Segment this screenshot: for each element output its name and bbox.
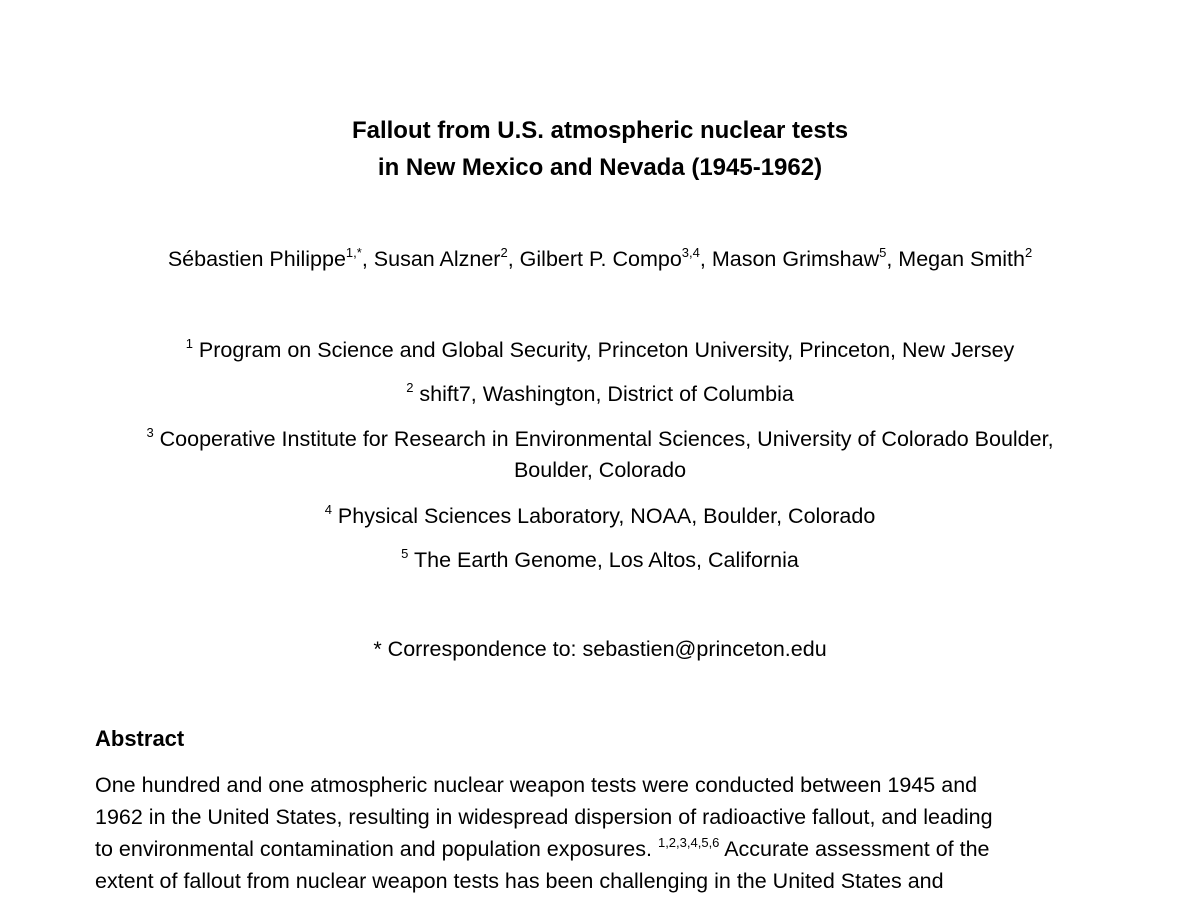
affiliation-5 — [90, 545, 1110, 576]
author — [898, 247, 1032, 271]
affiliation-number: 5 — [401, 546, 409, 561]
title-line-1: Fallout from U.S. atmospheric nuclear tests — [351, 117, 849, 144]
affiliation-text: shift7, Washington, District of Columbia — [419, 382, 794, 406]
abstract-text: Accurate assessment of the — [724, 837, 990, 861]
paper-title — [0, 112, 1200, 186]
abstract-line: 1962 in the United States, resulting in widespread dispersion of radioactive fallout, and leading — [95, 805, 993, 829]
affiliation-number: 1 — [185, 336, 193, 351]
affiliation-3 — [90, 424, 1110, 486]
abstract-line: One hundred and one atmospheric nuclear weapon tests were conducted between 1945 and — [95, 773, 978, 797]
author-separator: , — [699, 247, 712, 271]
citation-marks: 1,2,3,4,5,6 — [657, 835, 720, 850]
affiliation-1 — [90, 335, 1110, 366]
affiliation-2 — [90, 379, 1110, 410]
abstract-body — [95, 769, 1110, 897]
abstract-heading: Abstract — [95, 726, 185, 751]
author-separator: , — [361, 247, 374, 271]
affiliation-4 — [90, 501, 1110, 532]
affiliation-number: 2 — [406, 380, 414, 395]
author-name: Gilbert P. Compo — [519, 247, 682, 271]
author-affiliation-mark: 1,* — [345, 245, 362, 260]
title-line-2: in New Mexico and Nevada (1945-1962) — [377, 154, 823, 181]
author-separator: , — [507, 247, 520, 271]
affiliation-number: 3 — [146, 425, 154, 440]
author — [168, 247, 362, 271]
affiliation-text: Cooperative Institute for Research in Environmental Sciences, University of Colorado Boulder, — [159, 427, 1054, 451]
author-name: Susan Alzner — [373, 247, 501, 271]
affiliation-text: Program on Science and Global Security, Princeton University, Princeton, New Jersey — [198, 338, 1015, 362]
author-name: Mason Grimshaw — [711, 247, 880, 271]
author-affiliation-mark: 2 — [500, 245, 508, 260]
affiliation-text-continued: Boulder, Colorado — [513, 458, 687, 482]
author-name: Megan Smith — [898, 247, 1025, 271]
author — [520, 247, 700, 271]
affiliation-text: The Earth Genome, Los Altos, California — [414, 548, 799, 572]
correspondence: * Correspondence to: sebastien@princeton.edu — [373, 637, 827, 661]
author-separator: , — [886, 247, 899, 271]
abstract-line: extent of fallout from nuclear weapon tests has been challenging in the United States and — [95, 869, 944, 893]
abstract-line — [95, 833, 1110, 865]
author-affiliation-mark: 5 — [879, 245, 887, 260]
affiliation-text: Physical Sciences Laboratory, NOAA, Boulder, Colorado — [337, 504, 876, 528]
affiliation-number: 4 — [324, 502, 332, 517]
abstract-text: to environmental contamination and population exposures. — [95, 837, 652, 861]
author-list — [0, 245, 1200, 273]
author-name: Sébastien Philippe — [167, 247, 346, 271]
author — [374, 247, 508, 271]
author-affiliation-mark: 3,4 — [681, 245, 700, 260]
author-affiliation-mark: 2 — [1024, 245, 1033, 260]
author — [712, 247, 887, 271]
